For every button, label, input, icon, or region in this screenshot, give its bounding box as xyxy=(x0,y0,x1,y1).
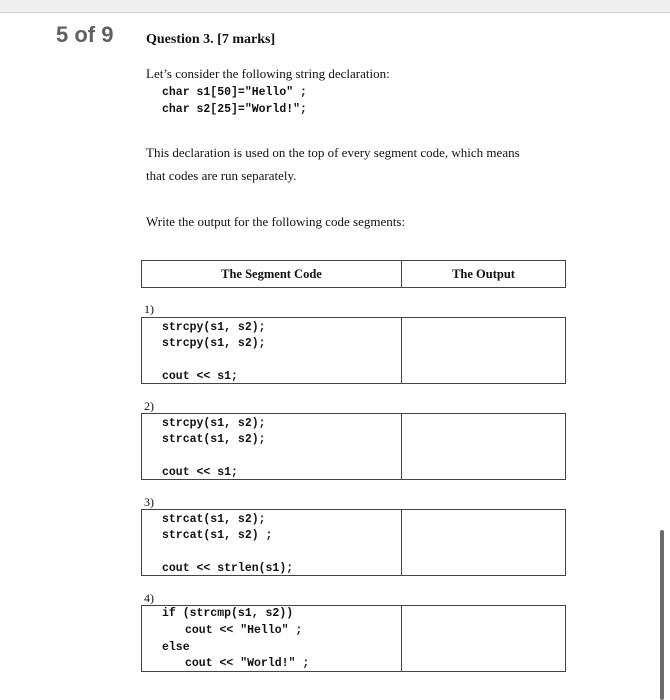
code-line: strcat(s1, s2); xyxy=(162,433,266,446)
code-line: else xyxy=(162,641,190,654)
code-line: cout << "World!" ; xyxy=(185,657,310,670)
intro-text: Let’s consider the following string declaration: xyxy=(146,66,390,81)
segment-code-cell xyxy=(141,605,402,672)
question-title: Question 3. [7 marks] xyxy=(146,32,276,47)
output-cell xyxy=(401,317,566,384)
code-line: strcpy(s1, s2); xyxy=(162,337,266,350)
code-line: cout << s1; xyxy=(162,370,238,383)
output-cell xyxy=(401,509,566,576)
row-number: 3) xyxy=(144,495,154,509)
description-text: This declaration is used on the top of every segment code, which means xyxy=(146,145,520,160)
header-segment-code: The Segment Code xyxy=(141,260,402,288)
output-cell xyxy=(401,605,566,672)
code-line: cout << strlen(s1); xyxy=(162,562,294,575)
description-text: that codes are run separately. xyxy=(146,168,297,183)
code-line: strcpy(s1, s2); xyxy=(162,321,266,334)
row-number: 4) xyxy=(144,591,154,605)
code-line: if (strcmp(s1, s2)) xyxy=(162,607,294,620)
segment-code-cell xyxy=(141,413,402,480)
code-line: strcat(s1, s2); xyxy=(162,513,266,526)
vertical-scrollbar[interactable] xyxy=(660,530,664,700)
output-cell xyxy=(401,413,566,480)
instruction-text: Write the output for the following code segments: xyxy=(146,214,406,229)
row-number: 1) xyxy=(144,302,154,316)
segment-code-cell xyxy=(141,317,402,384)
declaration-line: char s2[25]="World!"; xyxy=(162,103,307,116)
row-number: 2) xyxy=(144,399,154,413)
code-line: cout << "Hello" ; xyxy=(185,624,303,637)
code-line: cout << s1; xyxy=(162,466,238,479)
viewer-top-band xyxy=(0,0,670,13)
code-line: strcpy(s1, s2); xyxy=(162,417,266,430)
header-output: The Output xyxy=(401,260,566,288)
page-counter: 5 of 9 xyxy=(56,22,114,47)
segment-code-cell xyxy=(141,509,402,576)
code-line: strcat(s1, s2) ; xyxy=(162,529,273,542)
declaration-line: char s1[50]="Hello" ; xyxy=(162,86,307,99)
